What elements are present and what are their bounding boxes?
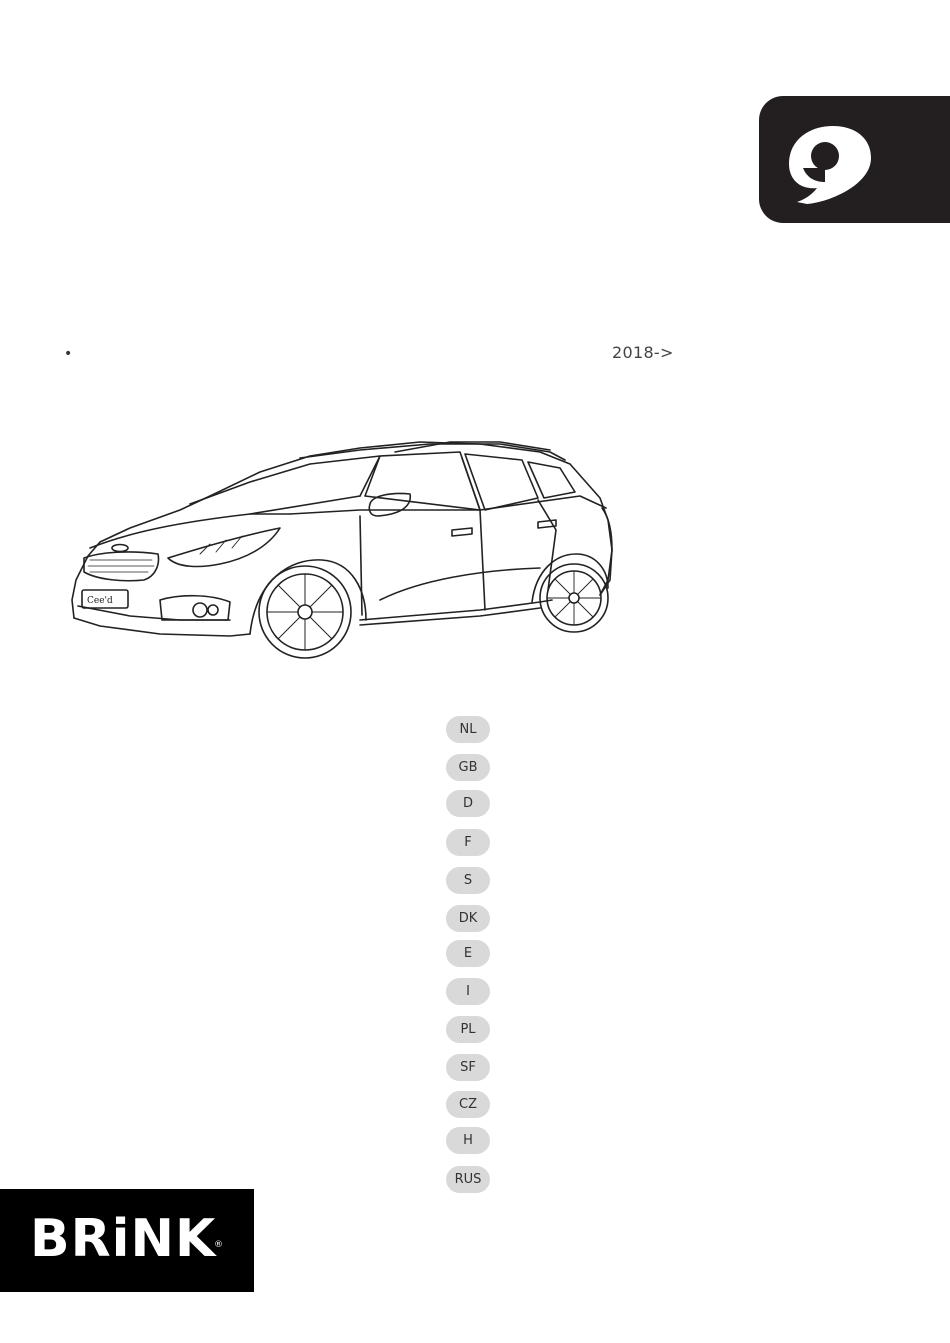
lang-d[interactable]: D xyxy=(446,790,490,817)
brand-logo xyxy=(0,1189,254,1292)
lang-h[interactable]: H xyxy=(446,1127,490,1154)
lang-s[interactable]: S xyxy=(446,867,490,894)
year-range: 2018-> xyxy=(612,343,674,362)
lang-e[interactable]: E xyxy=(446,940,490,967)
bullet: • xyxy=(64,346,73,362)
lang-nl[interactable]: NL xyxy=(446,716,490,743)
hook-icon xyxy=(781,118,881,208)
lang-f[interactable]: F xyxy=(446,829,490,856)
lang-gb[interactable]: GB xyxy=(446,754,490,781)
lang-sf[interactable]: SF xyxy=(446,1054,490,1081)
lang-pl[interactable]: PL xyxy=(446,1016,490,1043)
lang-i[interactable]: I xyxy=(446,978,490,1005)
lang-rus[interactable]: RUS xyxy=(446,1166,490,1193)
section-tab xyxy=(759,96,950,223)
lang-cz[interactable]: CZ xyxy=(446,1091,490,1118)
car-illustration xyxy=(60,430,620,680)
registered-mark: ® xyxy=(214,1240,223,1250)
lang-dk[interactable]: DK xyxy=(446,905,490,932)
brand-logo-text: BRiNK xyxy=(30,1209,217,1269)
car-badge: Cee'd xyxy=(87,596,113,606)
